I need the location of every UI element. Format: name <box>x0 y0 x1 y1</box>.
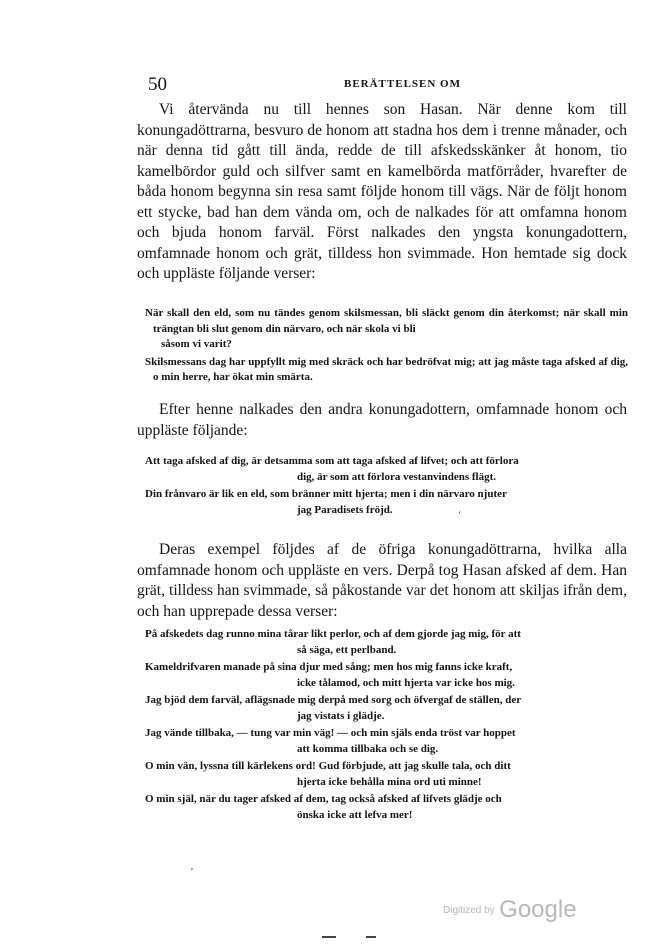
running-head: BERÄTTELSEN OM <box>344 78 461 90</box>
verse-block-2 <box>145 454 628 520</box>
page-header <box>148 74 628 96</box>
verse-line-text: Jag bjöd dem farväl, aflägsnade mig derpå med sorg och öfvergaf de ställen, der <box>145 694 522 706</box>
verse-line <box>145 627 628 658</box>
verse-line <box>145 759 628 790</box>
verse-block-3 <box>145 627 628 825</box>
page-number: 50 <box>148 74 167 95</box>
verse-line-text: O min vän, lyssna till kärlekens ord! Gud förbjude, att jag skulle tala, och ditt <box>145 760 511 772</box>
verse-line-continuation: dig, är som att förlora vestanvindens flägt. <box>297 470 497 483</box>
verse-line-text: Jag vände tillbaka, — tung var min väg! — och min själs enda tröst var hoppet <box>145 727 516 739</box>
verse-line <box>145 454 628 485</box>
verse-line-text: Din frånvaro är lik en eld, som bränner mitt hjerta; men i din närvaro njuter <box>145 488 507 500</box>
google-logo: Google <box>499 896 577 923</box>
verse-line-continuation: såsom vi varit? <box>161 338 232 350</box>
verse-line-text: O min själ, när du tager afsked af dem, tag också afsked af lifvets glädje och <box>145 793 502 805</box>
page-edge-mark <box>322 936 336 938</box>
verse-line-text: På afskedets dag runno mina tårar likt perlor, och af dem gjorde jag mig, för att <box>145 628 521 640</box>
verse-line <box>145 487 628 518</box>
verse-line-continuation: önska icke att lefva mer! <box>297 808 413 821</box>
verse-line <box>145 726 628 757</box>
verse-line-continuation: jag vistats i glädje. <box>297 709 385 722</box>
watermark-prefix: Digitized by <box>443 905 495 916</box>
verse-line-continuation: att komma tillbaka och se dig. <box>297 742 439 755</box>
verse-line-continuation: icke tålamod, och mitt hjerta var icke hos mig. <box>297 676 515 689</box>
paragraph-2: Efter henne nalkades den andra konungadottern, omfamnade honom och uppläste följande: <box>137 401 627 439</box>
verse-line <box>145 792 628 823</box>
verse-block-1 <box>145 306 628 388</box>
verse-line <box>145 306 628 353</box>
verse-line-text: Skilsmessans dag har uppfyllt mig med skräck och har bedröfvat mig; att jag måste taga afsked af dig, o min herre, har ökat min smärta. <box>145 355 628 383</box>
stray-ink-mark: ʼ <box>190 866 194 878</box>
verse-line-text: Kameldrifvaren manade på sina djur med sång; men hos mig fanns icke kraft, <box>145 661 513 673</box>
verse-line <box>145 660 628 691</box>
verse-line <box>145 355 628 386</box>
verse-line <box>145 693 628 724</box>
page-edge-mark <box>366 936 376 938</box>
paragraph-3: Deras exempel följdes af de öfriga konungadöttrarna, hvilka alla omfamnade honom och uppläste en vers. Derpå tog Hasan afsked af dem. Han grät, tilldess han svimmade, så påkostande var det honom att skiljas ifrån dem, och han upprepade dessa verser: <box>137 541 627 620</box>
digitized-watermark <box>443 896 577 924</box>
verse-line-text: När skall den eld, som nu tändes genom skilsmessan, bli släckt genom din återkomst; när skall min trängtan bli slut genom din närvaro, och när skola vi bli <box>145 307 628 335</box>
stray-quote-mark: ʻ <box>458 510 462 521</box>
verse-line-continuation: jag Paradisets fröjd. <box>297 503 393 516</box>
paragraph-1: Vi återvända nu till hennes son Hasan. När denne kom till konungadöttrarna, besvuro de honom att stadna hos dem i trenne månader, och när denna tid gått till ända, redde de till afskedsskänker åt honom, tio kamelbördor guld och silfver samt en kamelbörda matförråder, hvarefter de båda honom begynna sin resa samt följde honom till vägs. När de följt honom ett stycke, bad han dem vända om, och de nalkades för att omfamna honom och bjuda honom farväl. Först nalkades den yngsta konungadottern, omfamnade honom och grät, tilldess hon svimmade. Hon hemtade sig dock och uppläste följande verser: <box>137 101 627 282</box>
verse-line-continuation: så säga, ett perlband. <box>297 643 397 656</box>
verse-line-text: Att taga afsked af dig, är detsamma som att taga afsked af lifvet; och att förlora <box>145 455 519 467</box>
verse-line-continuation: hjerta icke behålla mina ord uti minne! <box>297 775 482 788</box>
